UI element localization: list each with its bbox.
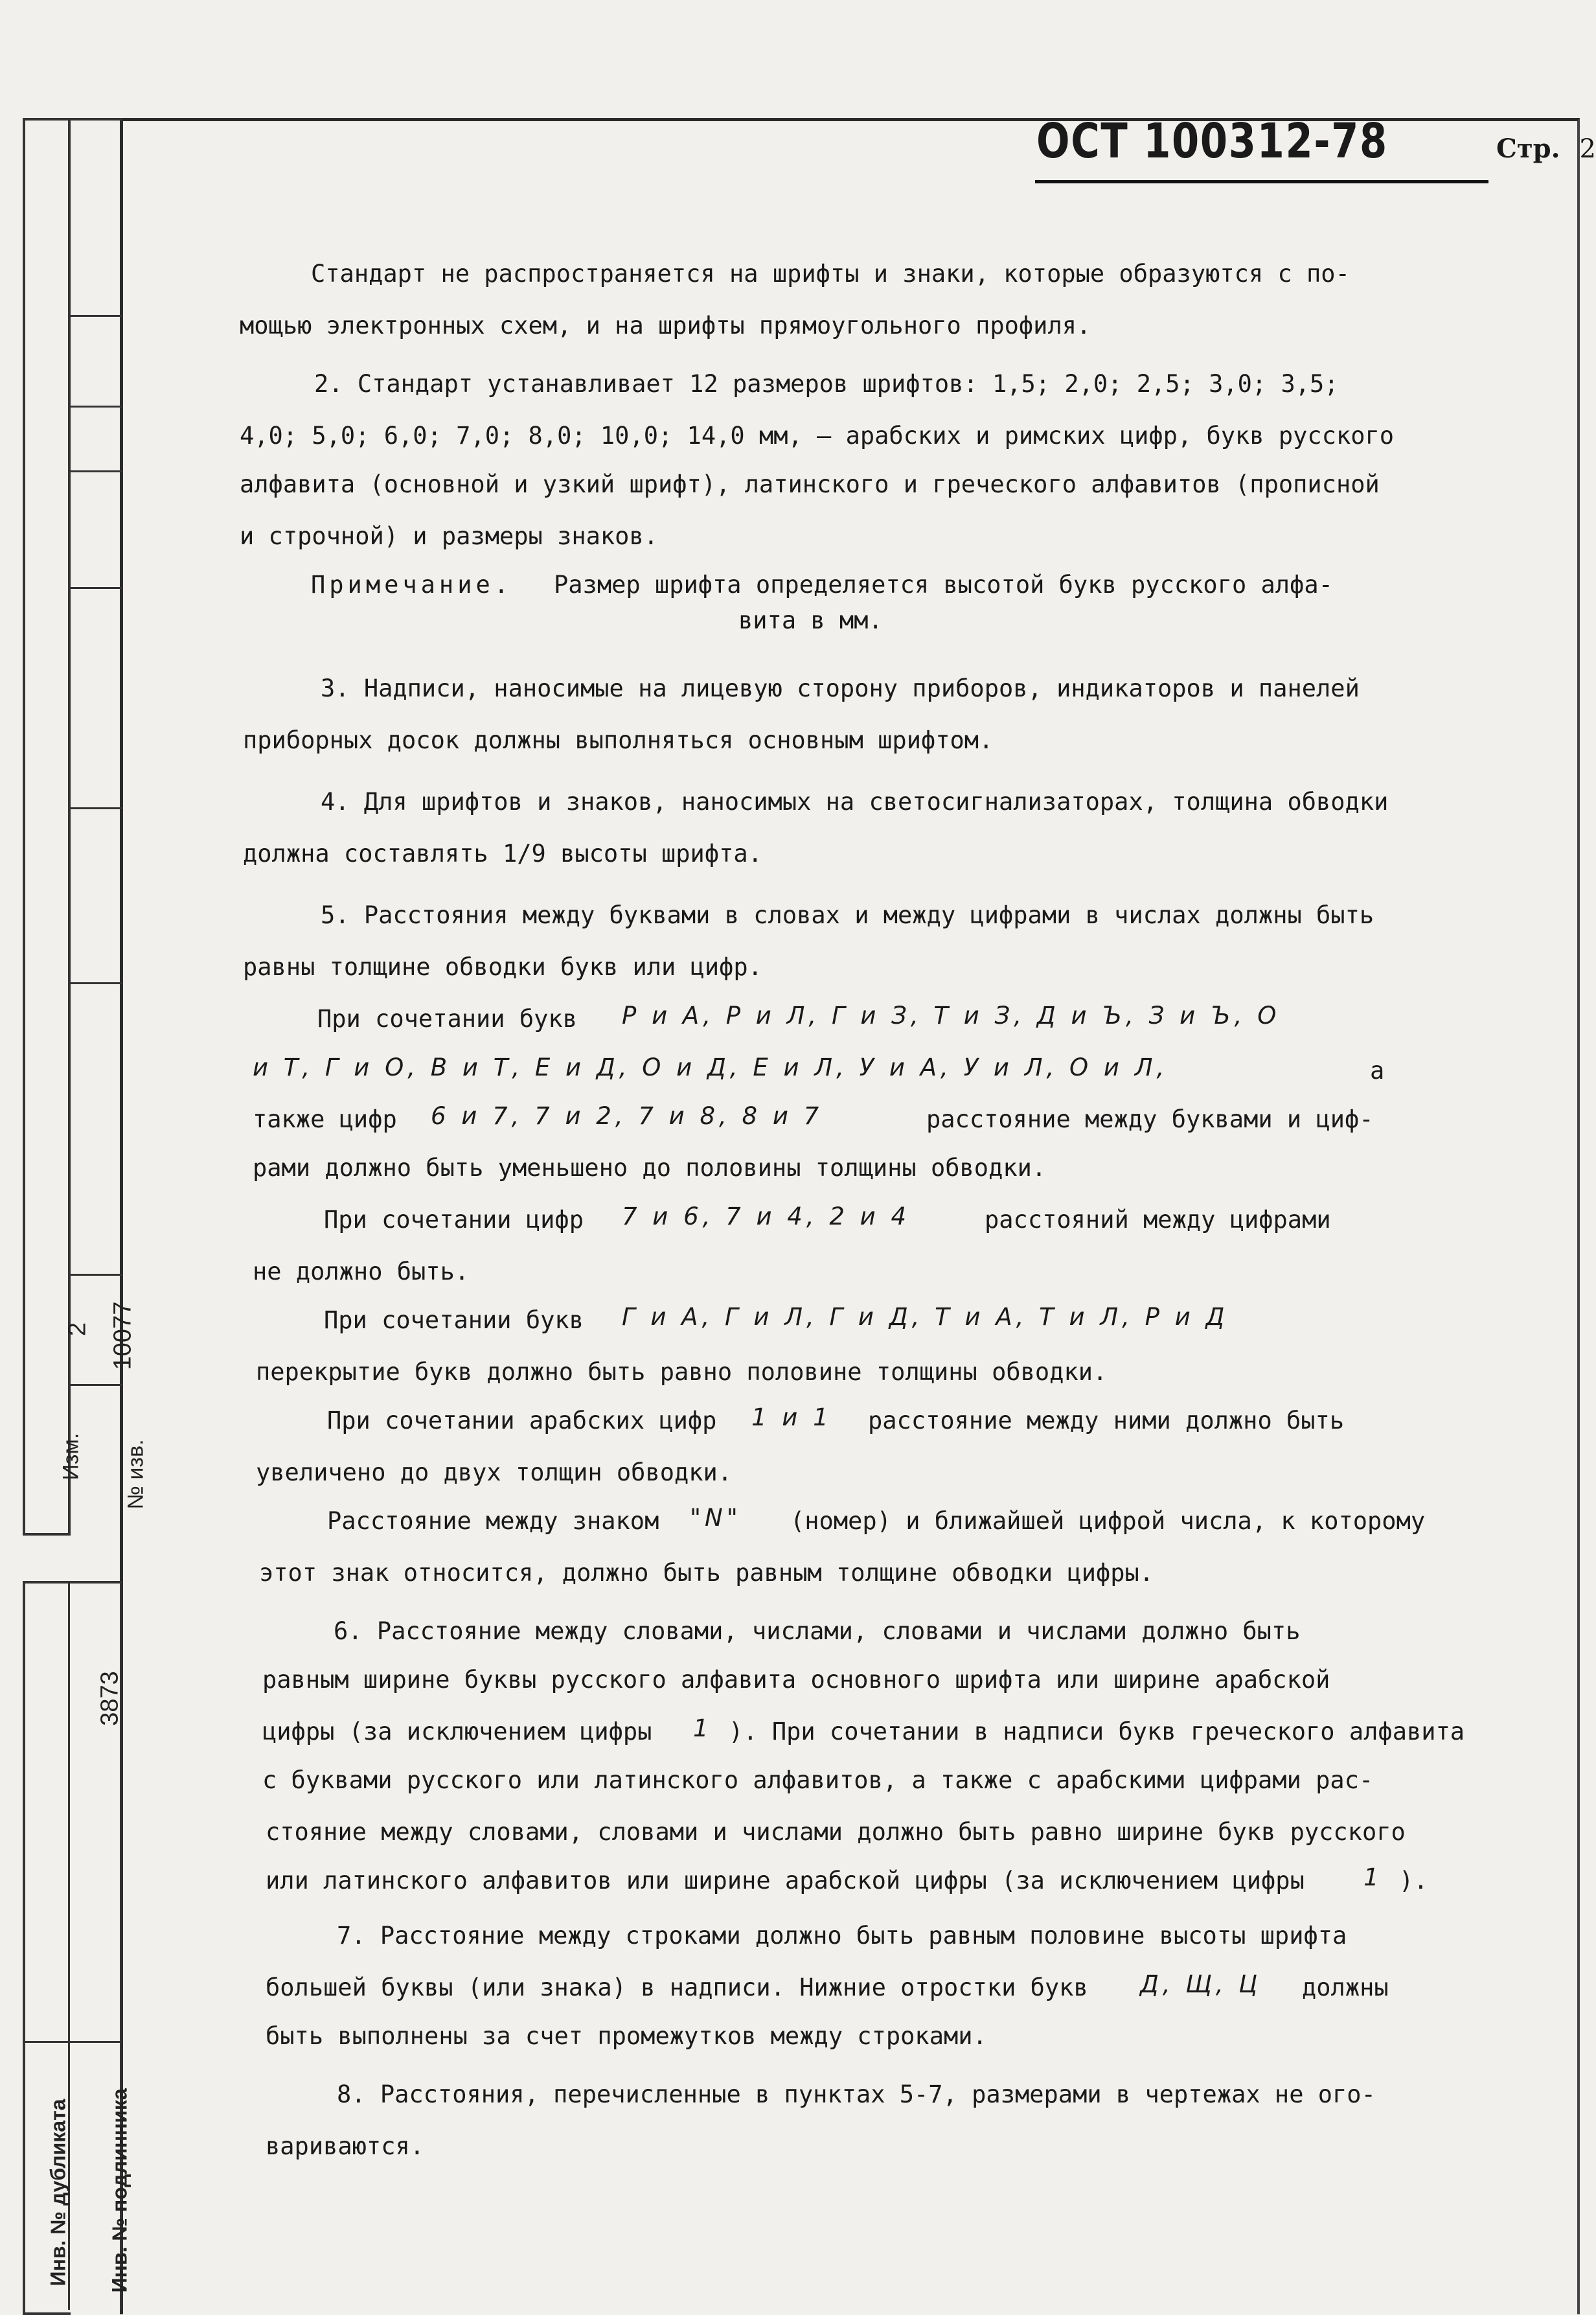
number-sign: "N" (690, 1504, 742, 1532)
text-line: 8. Расстояния, перечисленные в пунктах 5-7, размерами в чертежах не ого- (337, 2080, 1376, 2108)
dup-label: Инв. № дубликата (46, 2099, 70, 2286)
text-line: должны (1302, 1974, 1389, 2001)
digit-pairs: 6 и 7, 7 и 2, 7 и 8, 8 и 7 (431, 1102, 823, 1130)
stamp-row-divider (71, 807, 122, 809)
page-header (1036, 113, 1596, 185)
text-line: 5. Расстояния между буквами в словах и между цифрами в числах должны быть (321, 901, 1374, 929)
text-line: При сочетании арабских цифр (327, 1407, 717, 1434)
text-line: должна составлять 1/9 высоты шрифта. (243, 840, 762, 868)
text-line: 7. Расстояние между строками должно быть равным половине высоты шрифта (337, 1922, 1347, 1950)
letter-pairs: Р и А, Р и Л, Г и З, Т и З, Д и Ъ, З и Ъ, О (622, 1002, 1281, 1030)
text-line: приборных досок должны выполняться основным шрифтом. (243, 726, 994, 754)
text-line: При сочетании букв (317, 1005, 577, 1033)
izm-value: 2 (63, 1322, 91, 1337)
text-line: расстояний между цифрами (985, 1206, 1331, 1234)
text-line: стояние между словами, словами и числами должно быть равно ширине букв русского (266, 1818, 1406, 1846)
text-line: 4,0; 5,0; 6,0; 7,0; 8,0; 10,0; 14,0 мм, – арабских и римских цифр, букв русского (240, 422, 1395, 450)
text-line: равны толщине обводки букв или цифр. (243, 953, 762, 981)
text-line: (номер) и ближайшей цифрой числа, к которому (790, 1507, 1426, 1535)
text-line: и строчной) и размеры знаков. (240, 522, 659, 550)
text-line: Стандарт не распространяется на шрифты и знаки, которые образуются с по- (311, 260, 1350, 288)
note-label: Примечание. (311, 571, 513, 599)
page-label: Стр. (1496, 133, 1560, 164)
text-line: не должно быть. (253, 1258, 470, 1285)
text-line: мощью электронных схем, и на шрифты прямоугольного профиля. (240, 312, 1091, 340)
stamp-row-divider (71, 470, 122, 472)
stamp-row-divider (71, 406, 122, 408)
stamp-row-divider (71, 587, 122, 589)
text-line: перекрытие букв должно быть равно половине толщины обводки. (256, 1358, 1108, 1386)
text-line: ). (1399, 1867, 1428, 1895)
note-text: Размер шрифта определяется высотой букв русского алфа- (554, 571, 1333, 599)
letter-pairs: и Т, Г и О, В и Т, Е и Д, О и Д, Е и Л, У и А, У и Л, О и Л, (253, 1054, 1168, 1081)
stamp-row-divider (71, 1274, 122, 1276)
text-line: При сочетании букв (324, 1306, 584, 1334)
text-line: рами должно быть уменьшено до половины толщины обводки. (253, 1154, 1047, 1182)
izv-label: № изв. (123, 1439, 148, 1510)
text-line: увеличено до двух толщин обводки. (256, 1458, 733, 1486)
document-code: ОСТ 100312-78 (1036, 113, 1388, 169)
text-line: равным ширине буквы русского алфавита основного шрифта или ширине арабской (262, 1666, 1330, 1694)
text-line: расстояние между ними должно быть (868, 1407, 1345, 1434)
orig-number: 3873 (96, 1671, 124, 1726)
digit-one: 1 (693, 1714, 712, 1742)
side-lower-top (23, 1581, 120, 1584)
text-line: 3. Надписи, наносимые на лицевую сторону приборов, индикаторов и панелей (321, 674, 1360, 702)
text-line: ). При сочетании в надписи букв греческого алфавита (729, 1718, 1465, 1745)
text-line: 2. Стандарт устанавливает 12 размеров шрифтов: 1,5; 2,0; 2,5; 3,0; 3,5; (314, 370, 1339, 398)
text-line: а (1370, 1057, 1385, 1085)
text-line: расстояние между буквами и циф- (926, 1105, 1374, 1133)
text-line: 6. Расстояние между словами, числами, словами и числами должно быть (334, 1617, 1301, 1645)
stamp-row-divider (71, 982, 122, 984)
orig-label: Инв. № подлинника (108, 2088, 131, 2293)
stamp-row-divider (71, 315, 122, 317)
page-number: 2 (1579, 134, 1596, 164)
text-line: этот знак относится, должно быть равным толщине обводки цифры. (259, 1559, 1154, 1587)
text-line: большей буквы (или знака) в надписи. Нижние отростки букв (266, 1974, 1088, 2001)
text-line: алфавита (основной и узкий шрифт), латинского и греческого алфавитов (прописной (240, 470, 1380, 498)
letter-pairs: Г и А, Г и Л, Г и Д, Т и А, Т и Л, Р и Д (622, 1303, 1229, 1331)
text-line: быть выполнены за счет промежутков между строками. (266, 2022, 987, 2050)
text-line: При сочетании цифр (324, 1206, 584, 1234)
text-line: Расстояние между знаком (327, 1507, 659, 1535)
izm-label: Изм. (58, 1433, 84, 1480)
text-line: или латинского алфавитов или ширине арабской цифры (за исключением цифры (266, 1867, 1305, 1895)
text-line: цифры (за исключением цифры (262, 1718, 652, 1745)
izv-value: 10077 (109, 1301, 137, 1370)
header-underline (1035, 180, 1488, 183)
digit-pairs: 1 и 1 (751, 1403, 832, 1431)
text-line: также цифр (253, 1105, 397, 1133)
text-line: вариваются. (266, 2132, 425, 2160)
digit-one: 1 (1363, 1863, 1383, 1891)
digit-pairs: 7 и 6, 7 и 4, 2 и 4 (622, 1203, 910, 1230)
text-line: 4. Для шрифтов и знаков, наносимых на светосигнализаторах, толщина обводки (321, 788, 1389, 816)
letter-list: Д, Щ, Ц (1140, 1970, 1262, 1998)
text-line: с буквами русского или латинского алфавитов, а также с арабскими цифрами рас- (262, 1766, 1374, 1794)
side-lower-row-divider (23, 2041, 120, 2043)
note-text: вита в мм. (738, 606, 883, 634)
